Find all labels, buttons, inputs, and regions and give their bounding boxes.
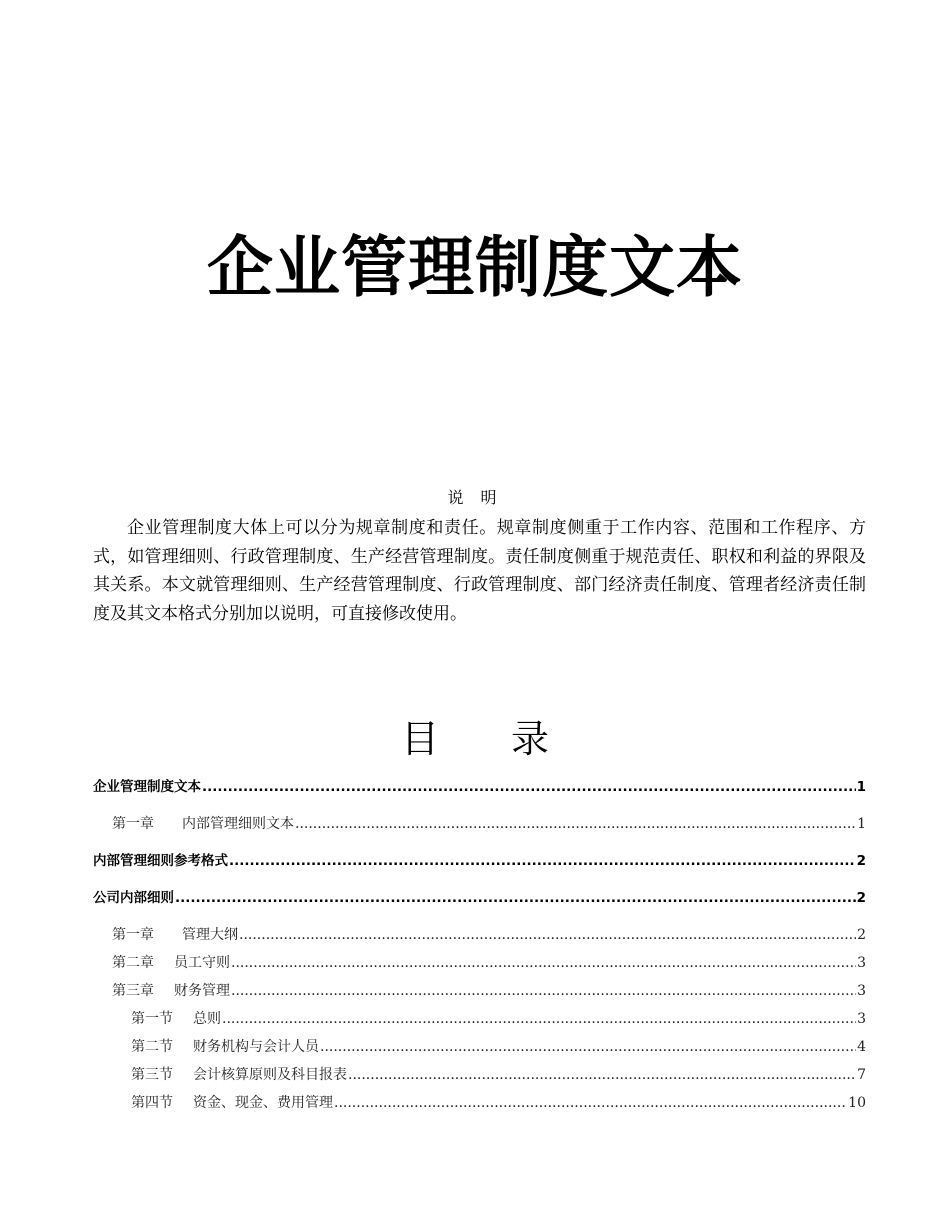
toc-page-number: 4 xyxy=(857,1039,866,1055)
toc-entry-title: 企业管理制度文本 xyxy=(93,779,201,795)
toc-entry-number: 第二节 xyxy=(131,1039,173,1055)
toc-entry[interactable] xyxy=(112,952,866,974)
toc-entry-title: 财务管理 xyxy=(174,983,230,999)
toc-leader-dots xyxy=(202,776,856,798)
toc-leader-dots xyxy=(320,1036,856,1058)
toc-entry-number: 第四节 xyxy=(131,1095,173,1111)
toc-entry[interactable] xyxy=(131,1036,866,1058)
toc-entry[interactable] xyxy=(93,850,866,872)
toc-entry-number: 第一章 xyxy=(112,927,154,943)
toc-entry[interactable] xyxy=(93,776,866,798)
toc-entry-title: 内部管理细则参考格式 xyxy=(93,853,228,869)
document-title: 企业管理制度文本 xyxy=(207,228,743,306)
toc-leader-dots xyxy=(229,850,856,872)
toc-entry-number: 第二章 xyxy=(112,955,154,971)
toc-entry-title: 公司内部细则 xyxy=(93,890,174,906)
toc-leader-dots xyxy=(175,887,856,909)
toc-entry-title: 财务机构与会计人员 xyxy=(193,1039,319,1055)
toc-heading: 目 录 xyxy=(400,717,580,761)
toc-entry[interactable] xyxy=(112,924,866,946)
toc-entry-number: 第一章 xyxy=(112,816,154,832)
toc-page-number: 10 xyxy=(848,1095,866,1111)
toc-leader-dots xyxy=(334,1092,847,1114)
toc-entry-number: 第三章 xyxy=(112,983,154,999)
toc-page-number: 3 xyxy=(857,1011,866,1027)
toc-leader-dots xyxy=(348,1064,856,1086)
toc-leader-dots xyxy=(222,1008,856,1030)
toc-leader-dots xyxy=(295,813,856,835)
toc-page-number: 3 xyxy=(857,955,866,971)
toc-entry-title: 资金、现金、费用管理 xyxy=(193,1095,333,1111)
toc-page-number: 2 xyxy=(856,890,866,906)
toc-page-number: 2 xyxy=(856,853,866,869)
toc-page-number: 1 xyxy=(856,779,866,795)
toc-page-number: 2 xyxy=(857,927,866,943)
toc-leader-dots xyxy=(231,980,856,1002)
intro-paragraph: 企业管理制度大体上可以分为规章制度和责任。规章制度侧重于工作内容、范围和工作程序、方式，如管理细则、行政管理制度、生产经营管理制度。责任制度侧重于规范责任、职权和利益的界限及其关系。本文就管理细则、生产经营管理制度、行政管理制度、部门经济责任制度、管理者经济责任制度及其文本格式分别加以说明，可直接修改使用。 xyxy=(93,518,866,624)
toc-entry-number: 第三节 xyxy=(131,1067,173,1083)
toc-entry-title: 会计核算原则及科目报表 xyxy=(193,1067,347,1083)
toc-entry[interactable] xyxy=(131,1064,866,1086)
toc-page-number: 1 xyxy=(857,816,866,832)
toc-entry[interactable] xyxy=(131,1092,866,1114)
toc-page-number: 7 xyxy=(857,1067,866,1083)
toc-entry[interactable] xyxy=(131,1008,866,1030)
toc-entry[interactable] xyxy=(112,980,866,1002)
toc-page-number: 3 xyxy=(857,983,866,999)
toc-entry-number: 第一节 xyxy=(131,1011,173,1027)
toc-entry-title: 员工守则 xyxy=(174,955,230,971)
intro-heading: 说 明 xyxy=(447,488,503,507)
toc-entry-title: 管理大纲 xyxy=(182,927,238,943)
toc-entry-title: 内部管理细则文本 xyxy=(182,816,294,832)
toc-entry[interactable] xyxy=(112,813,866,835)
toc-leader-dots xyxy=(239,924,856,946)
toc-entry[interactable] xyxy=(93,887,866,909)
toc-leader-dots xyxy=(231,952,856,974)
toc-entry-title: 总则 xyxy=(193,1011,221,1027)
